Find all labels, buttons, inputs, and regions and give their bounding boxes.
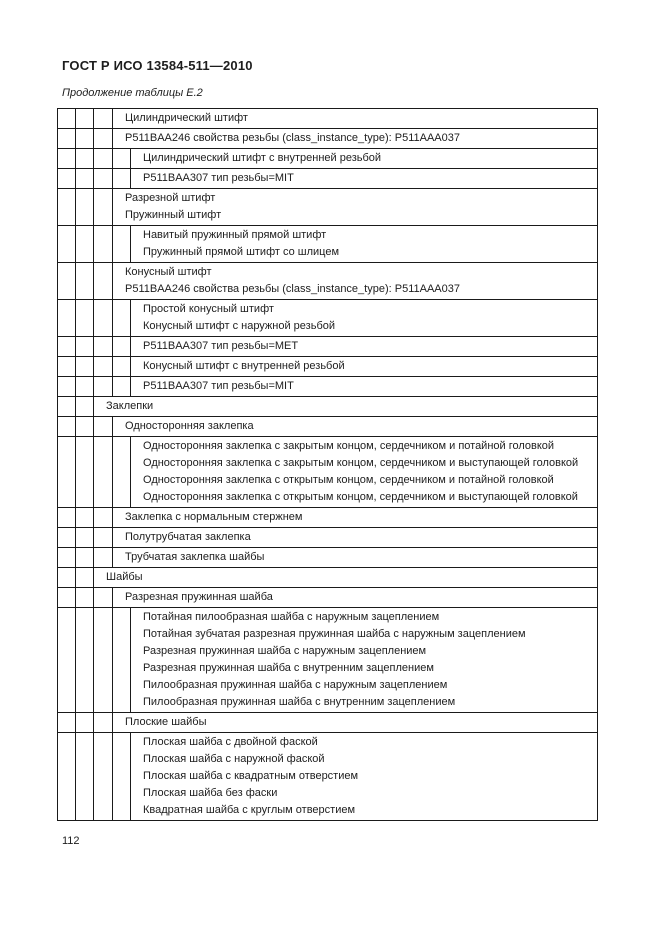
table-row [58,300,597,337]
row-content-cell [131,733,597,820]
row-text: Конусный штифт [125,266,212,278]
row-text: Шайбы [106,571,143,583]
table-row [58,713,597,733]
row-text: Односторонняя заклепка с открытым концом, сердечником и потайной головкой [143,474,554,486]
row-text: P511BAA307 тип резьбы=MIT [143,172,294,184]
indent-cell [113,226,131,262]
indent-cell [58,568,76,587]
row-content-cell [131,337,597,356]
indent-cell [76,608,94,712]
row-text: Разрезная пружинная шайба с внутренним зацеплением [143,662,434,674]
row-text: Заклепка с нормальным стержнем [125,511,303,523]
table-row [58,417,597,437]
indent-cell [76,713,94,732]
table-row [58,129,597,149]
indent-cell [76,568,94,587]
row-content-cell [113,263,597,299]
indent-cell [58,713,76,732]
table-row [58,548,597,568]
indent-cell [113,357,131,376]
indent-cell [58,189,76,225]
indent-cell [94,437,113,507]
row-content-cell [131,608,597,712]
table-row [58,397,597,417]
row-content-cell [113,508,597,527]
table-row [58,733,597,820]
indent-cell [58,548,76,567]
row-content-cell [131,437,597,507]
indent-cell [113,437,131,507]
row-text: Односторонняя заклепка с закрытым концом, сердечником и выступающей головкой [143,457,579,469]
indent-cell [58,300,76,336]
row-content-cell [131,169,597,188]
table-row [58,149,597,169]
row-text: Полутрубчатая заклепка [125,531,251,543]
indent-cell [76,189,94,225]
indent-cell [58,337,76,356]
indent-cell [76,129,94,148]
indent-cell [94,713,113,732]
row-text: Пружинный штифт [125,209,222,221]
row-text: Потайная пилообразная шайба с наружным зацеплением [143,611,440,623]
indent-cell [76,226,94,262]
row-content-cell [94,568,597,587]
indent-cell [58,528,76,547]
indent-cell [113,337,131,356]
row-content-cell [113,548,597,567]
table-row [58,189,597,226]
row-text: Односторонняя заклепка с открытым концом, сердечником и выступающей головкой [143,491,578,503]
row-text: Навитый пружинный прямой штифт [143,229,327,241]
indent-cell [58,397,76,416]
table-row [58,437,597,508]
row-text: P511BAA307 тип резьбы=MIT [143,380,294,392]
indent-cell [113,377,131,396]
table-row [58,528,597,548]
row-content-cell [94,397,597,416]
indent-cell [113,169,131,188]
row-content-cell [113,528,597,547]
indent-cell [58,226,76,262]
indent-cell [113,300,131,336]
indent-cell [76,357,94,376]
table-row [58,357,597,377]
indent-cell [58,263,76,299]
indent-cell [113,149,131,168]
indent-cell [76,437,94,507]
indent-cell [58,149,76,168]
indent-cell [94,508,113,527]
row-text: Квадратная шайба с круглым отверстием [143,804,356,816]
table-row [58,608,597,713]
row-text: Заклепки [106,400,154,412]
indent-cell [94,608,113,712]
row-content-cell [131,300,597,336]
row-text: Плоская шайба без фаски [143,787,278,799]
indent-cell [94,733,113,820]
row-text: Конусный штифт с внутренней резьбой [143,360,345,372]
indent-cell [76,733,94,820]
row-content-cell [113,417,597,436]
row-text: Плоская шайба с наружной фаской [143,753,325,765]
indent-cell [58,129,76,148]
indent-cell [94,169,113,188]
indent-cell [94,588,113,607]
row-text: P511BAA246 свойства резьбы (class_instance_type): P511AAA037 [125,283,460,295]
indent-cell [94,337,113,356]
table-row [58,263,597,300]
indent-cell [76,548,94,567]
row-content-cell [113,109,597,128]
table-row [58,377,597,397]
indent-cell [76,149,94,168]
indent-cell [58,608,76,712]
indent-cell [94,548,113,567]
table-caption: Продолжение таблицы Е.2 [62,87,203,99]
table-row [58,109,597,129]
page-title: ГОСТ Р ИСО 13584-511—2010 [62,58,253,73]
row-content-cell [113,129,597,148]
row-text: Разрезной штифт [125,192,216,204]
indent-cell [58,588,76,607]
row-text: Пружинный прямой штифт со шлицем [143,246,340,258]
indent-cell [58,109,76,128]
indent-cell [94,377,113,396]
indent-cell [76,337,94,356]
indent-cell [58,437,76,507]
indent-cell [76,528,94,547]
row-content-cell [113,189,597,225]
row-text: Простой конусный штифт [143,303,274,315]
table-row [58,508,597,528]
row-text: Потайная зубчатая разрезная пружинная шайба с наружным зацеплением [143,628,526,640]
indent-cell [94,300,113,336]
page-number: 112 [62,835,80,847]
indent-cell [76,263,94,299]
indent-cell [76,109,94,128]
indent-cell [76,588,94,607]
table-row [58,226,597,263]
row-text: Конусный штифт с наружной резьбой [143,320,336,332]
row-text: Разрезная пружинная шайба с наружным зацеплением [143,645,427,657]
indent-cell [58,169,76,188]
indent-cell [94,129,113,148]
row-text: Цилиндрический штифт с внутренней резьбой [143,152,382,164]
row-text: Цилиндрический штифт [125,112,248,124]
indent-cell [94,417,113,436]
row-content-cell [131,377,597,396]
row-text: Трубчатая заклепка шайбы [125,551,265,563]
classification-table [57,108,598,821]
indent-cell [94,357,113,376]
indent-cell [76,169,94,188]
indent-cell [58,733,76,820]
row-text: Односторонняя заклепка с закрытым концом, сердечником и потайной головкой [143,440,555,452]
indent-cell [58,417,76,436]
row-text: Пилообразная пружинная шайба с наружным зацеплением [143,679,448,691]
table-row [58,169,597,189]
indent-cell [58,377,76,396]
indent-cell [94,226,113,262]
row-content-cell [131,149,597,168]
row-content-cell [113,713,597,732]
indent-cell [76,377,94,396]
indent-cell [76,397,94,416]
indent-cell [76,300,94,336]
row-text: Пилообразная пружинная шайба с внутренним зацеплением [143,696,456,708]
indent-cell [58,357,76,376]
table-row [58,568,597,588]
indent-cell [113,733,131,820]
row-content-cell [131,357,597,376]
row-content-cell [131,226,597,262]
row-text: P511BAA246 свойства резьбы (class_instance_type): P511AAA037 [125,132,460,144]
indent-cell [76,417,94,436]
indent-cell [94,528,113,547]
indent-cell [94,149,113,168]
row-text: P511BAA307 тип резьбы=МЕТ [143,340,299,352]
indent-cell [113,608,131,712]
indent-cell [76,508,94,527]
indent-cell [58,508,76,527]
table-row [58,337,597,357]
row-text: Разрезная пружинная шайба [125,591,273,603]
row-content-cell [113,588,597,607]
row-text: Плоская шайба с двойной фаской [143,736,318,748]
indent-cell [94,189,113,225]
indent-cell [94,263,113,299]
row-text: Односторонняя заклепка [125,420,254,432]
indent-cell [94,109,113,128]
row-text: Плоская шайба с квадратным отверстием [143,770,359,782]
table-row [58,588,597,608]
row-text: Плоские шайбы [125,716,207,728]
